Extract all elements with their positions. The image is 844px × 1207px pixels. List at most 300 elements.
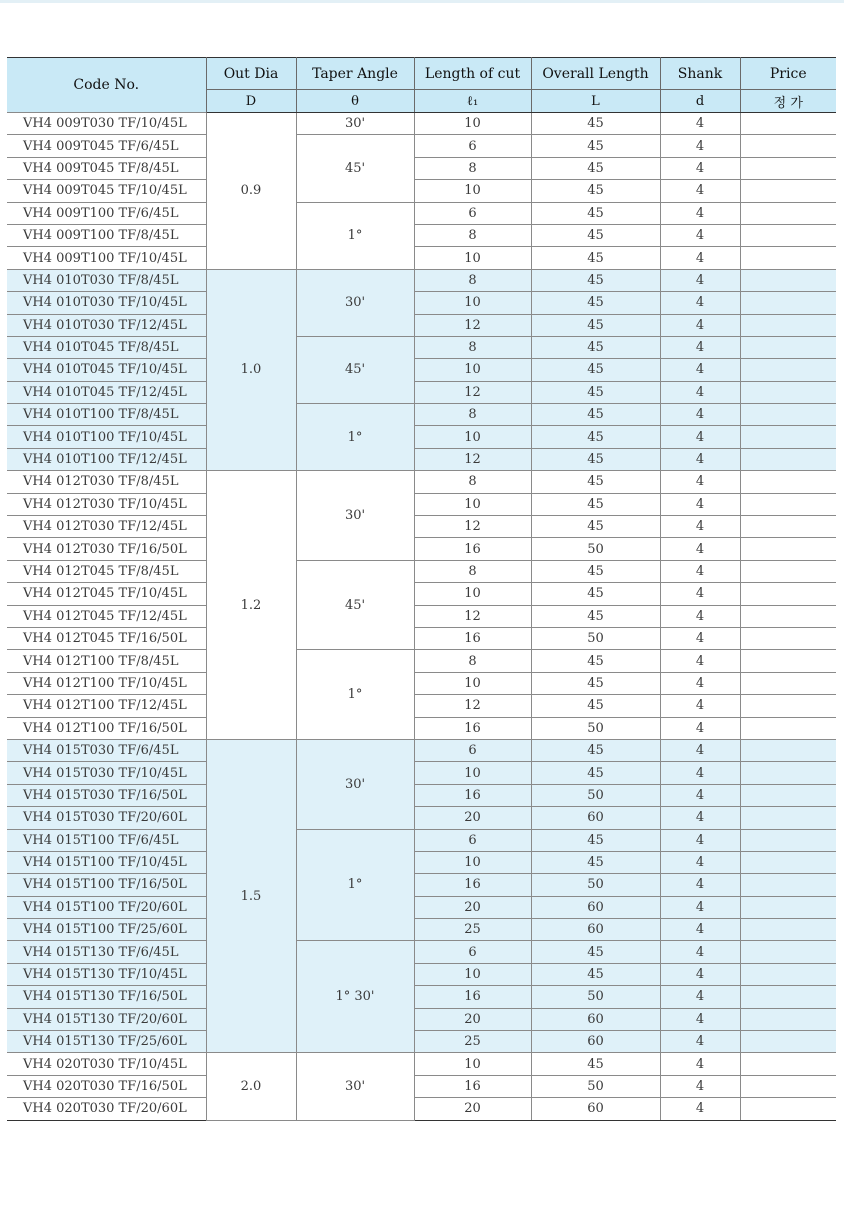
code-no-cell: VH4 015T130 TF/10/45L	[7, 963, 206, 985]
overall-length-cell: 45	[531, 605, 660, 627]
overall-length-cell: 50	[531, 538, 660, 560]
code-no-cell: VH4 012T045 TF/16/50L	[7, 627, 206, 649]
shank-cell: 4	[660, 202, 740, 224]
length-of-cut-cell: 8	[414, 560, 531, 582]
overall-length-cell: 45	[531, 695, 660, 717]
code-no-cell: VH4 015T030 TF/6/45L	[7, 739, 206, 761]
price-cell	[740, 963, 836, 985]
price-cell	[740, 784, 836, 806]
length-of-cut-cell: 8	[414, 224, 531, 246]
code-no-cell: VH4 009T100 TF/8/45L	[7, 224, 206, 246]
shank-cell: 4	[660, 874, 740, 896]
shank-cell: 4	[660, 493, 740, 515]
shank-cell: 4	[660, 807, 740, 829]
length-of-cut-cell: 10	[414, 292, 531, 314]
shank-cell: 4	[660, 919, 740, 941]
price-cell	[740, 113, 836, 135]
overall-length-cell: 50	[531, 717, 660, 739]
code-no-cell: VH4 020T030 TF/10/45L	[7, 1053, 206, 1075]
price-cell	[740, 583, 836, 605]
price-cell	[740, 538, 836, 560]
price-cell	[740, 359, 836, 381]
shank-cell: 4	[660, 941, 740, 963]
table-row	[7, 381, 836, 403]
taper-angle-cell: 1°	[296, 650, 414, 740]
table-row	[7, 404, 836, 426]
code-no-cell: VH4 012T100 TF/12/45L	[7, 695, 206, 717]
table-row	[7, 1098, 836, 1120]
price-cell	[740, 1053, 836, 1075]
length-of-cut-cell: 16	[414, 627, 531, 649]
code-no-cell: VH4 010T030 TF/8/45L	[7, 269, 206, 291]
code-no-cell: VH4 015T130 TF/25/60L	[7, 1031, 206, 1053]
out-dia-cell: 1.0	[206, 269, 296, 471]
length-of-cut-cell: 10	[414, 247, 531, 269]
price-cell	[740, 157, 836, 179]
code-no-cell: VH4 009T100 TF/6/45L	[7, 202, 206, 224]
code-no-cell: VH4 010T045 TF/10/45L	[7, 359, 206, 381]
shank-cell: 4	[660, 471, 740, 493]
price-cell	[740, 1008, 836, 1030]
table-row	[7, 202, 836, 224]
taper-angle-cell: 45'	[296, 135, 414, 202]
table-row	[7, 919, 836, 941]
table-header	[7, 58, 836, 113]
length-of-cut-cell: 8	[414, 650, 531, 672]
shank-cell: 4	[660, 157, 740, 179]
overall-length-cell: 60	[531, 1008, 660, 1030]
overall-length-cell: 45	[531, 269, 660, 291]
symbol-price: 정 가	[740, 90, 836, 113]
price-cell	[740, 1031, 836, 1053]
table-row	[7, 426, 836, 448]
code-no-cell: VH4 012T045 TF/8/45L	[7, 560, 206, 582]
price-cell	[740, 851, 836, 873]
shank-cell: 4	[660, 605, 740, 627]
table-row	[7, 851, 836, 873]
shank-cell: 4	[660, 538, 740, 560]
overall-length-cell: 50	[531, 874, 660, 896]
table-row	[7, 807, 836, 829]
out-dia-cell: 0.9	[206, 113, 296, 270]
shank-cell: 4	[660, 336, 740, 358]
shank-cell: 4	[660, 359, 740, 381]
length-of-cut-cell: 20	[414, 1008, 531, 1030]
shank-cell: 4	[660, 448, 740, 470]
length-of-cut-cell: 12	[414, 605, 531, 627]
taper-angle-cell: 1°	[296, 202, 414, 269]
overall-length-cell: 45	[531, 292, 660, 314]
shank-cell: 4	[660, 739, 740, 761]
overall-length-cell: 45	[531, 516, 660, 538]
overall-length-cell: 45	[531, 560, 660, 582]
code-no-cell: VH4 009T045 TF/6/45L	[7, 135, 206, 157]
price-cell	[740, 874, 836, 896]
out-dia-cell: 2.0	[206, 1053, 296, 1120]
overall-length-cell: 50	[531, 986, 660, 1008]
code-no-cell: VH4 012T045 TF/10/45L	[7, 583, 206, 605]
overall-length-cell: 60	[531, 1031, 660, 1053]
header-length-of-cut: Length of cut	[414, 58, 531, 90]
shank-cell: 4	[660, 851, 740, 873]
shank-cell: 4	[660, 963, 740, 985]
table-row	[7, 135, 836, 157]
price-cell	[740, 807, 836, 829]
length-of-cut-cell: 8	[414, 471, 531, 493]
code-no-cell: VH4 015T100 TF/6/45L	[7, 829, 206, 851]
length-of-cut-cell: 20	[414, 896, 531, 918]
code-no-cell: VH4 010T100 TF/10/45L	[7, 426, 206, 448]
overall-length-cell: 45	[531, 471, 660, 493]
overall-length-cell: 45	[531, 762, 660, 784]
overall-length-cell: 45	[531, 1053, 660, 1075]
code-no-cell: VH4 012T030 TF/16/50L	[7, 538, 206, 560]
table-row	[7, 292, 836, 314]
header-out-dia: Out Dia	[206, 58, 296, 90]
overall-length-cell: 45	[531, 180, 660, 202]
code-no-cell: VH4 020T030 TF/16/50L	[7, 1075, 206, 1097]
shank-cell: 4	[660, 784, 740, 806]
code-no-cell: VH4 012T100 TF/16/50L	[7, 717, 206, 739]
code-no-cell: VH4 015T100 TF/20/60L	[7, 896, 206, 918]
table-row	[7, 493, 836, 515]
overall-length-cell: 45	[531, 157, 660, 179]
price-cell	[740, 1098, 836, 1120]
price-cell	[740, 605, 836, 627]
shank-cell: 4	[660, 1075, 740, 1097]
shank-cell: 4	[660, 560, 740, 582]
code-no-cell: VH4 015T130 TF/6/45L	[7, 941, 206, 963]
table-row	[7, 1075, 836, 1097]
table-row	[7, 1008, 836, 1030]
table-row	[7, 963, 836, 985]
shank-cell: 4	[660, 627, 740, 649]
length-of-cut-cell: 12	[414, 448, 531, 470]
table-row	[7, 583, 836, 605]
shank-cell: 4	[660, 672, 740, 694]
top-accent-line	[0, 0, 844, 3]
code-no-cell: VH4 010T100 TF/8/45L	[7, 404, 206, 426]
taper-angle-cell: 30'	[296, 113, 414, 135]
length-of-cut-cell: 8	[414, 404, 531, 426]
price-cell	[740, 269, 836, 291]
overall-length-cell: 45	[531, 426, 660, 448]
code-no-cell: VH4 009T045 TF/8/45L	[7, 157, 206, 179]
table-row	[7, 941, 836, 963]
price-cell	[740, 202, 836, 224]
table-row	[7, 874, 836, 896]
table-row	[7, 224, 836, 246]
header-price: Price	[740, 58, 836, 90]
table-row	[7, 605, 836, 627]
code-no-cell: VH4 009T100 TF/10/45L	[7, 247, 206, 269]
length-of-cut-cell: 10	[414, 1053, 531, 1075]
table-row	[7, 269, 836, 291]
taper-angle-cell: 1°	[296, 829, 414, 941]
length-of-cut-cell: 10	[414, 583, 531, 605]
overall-length-cell: 45	[531, 224, 660, 246]
table-row	[7, 1031, 836, 1053]
overall-length-cell: 45	[531, 135, 660, 157]
price-cell	[740, 672, 836, 694]
shank-cell: 4	[660, 717, 740, 739]
table-row	[7, 113, 836, 135]
table-row	[7, 829, 836, 851]
price-cell	[740, 247, 836, 269]
table-row	[7, 627, 836, 649]
length-of-cut-cell: 16	[414, 717, 531, 739]
code-no-cell: VH4 010T045 TF/8/45L	[7, 336, 206, 358]
table-row	[7, 986, 836, 1008]
shank-cell: 4	[660, 426, 740, 448]
taper-angle-cell: 45'	[296, 336, 414, 403]
symbol-taper-angle: θ	[296, 90, 414, 113]
overall-length-cell: 45	[531, 583, 660, 605]
price-cell	[740, 404, 836, 426]
overall-length-cell: 45	[531, 672, 660, 694]
length-of-cut-cell: 20	[414, 1098, 531, 1120]
overall-length-cell: 45	[531, 851, 660, 873]
length-of-cut-cell: 12	[414, 516, 531, 538]
length-of-cut-cell: 10	[414, 113, 531, 135]
overall-length-cell: 45	[531, 247, 660, 269]
table-row	[7, 896, 836, 918]
shank-cell: 4	[660, 292, 740, 314]
length-of-cut-cell: 25	[414, 1031, 531, 1053]
length-of-cut-cell: 10	[414, 672, 531, 694]
overall-length-cell: 45	[531, 963, 660, 985]
overall-length-cell: 45	[531, 404, 660, 426]
header-shank: Shank	[660, 58, 740, 90]
taper-angle-cell: 30'	[296, 269, 414, 336]
overall-length-cell: 50	[531, 627, 660, 649]
table-row	[7, 695, 836, 717]
header-taper-angle: Taper Angle	[296, 58, 414, 90]
length-of-cut-cell: 8	[414, 157, 531, 179]
shank-cell: 4	[660, 829, 740, 851]
out-dia-cell: 1.5	[206, 739, 296, 1052]
table-row	[7, 650, 836, 672]
table-row	[7, 180, 836, 202]
table-row	[7, 560, 836, 582]
price-cell	[740, 493, 836, 515]
length-of-cut-cell: 10	[414, 426, 531, 448]
price-cell	[740, 762, 836, 784]
table-body	[7, 113, 836, 1121]
table-row	[7, 157, 836, 179]
product-table-container	[7, 57, 836, 1121]
price-cell	[740, 695, 836, 717]
length-of-cut-cell: 16	[414, 538, 531, 560]
overall-length-cell: 45	[531, 359, 660, 381]
length-of-cut-cell: 6	[414, 941, 531, 963]
header-overall-length: Overall Length	[531, 58, 660, 90]
taper-angle-cell: 30'	[296, 739, 414, 829]
shank-cell: 4	[660, 762, 740, 784]
length-of-cut-cell: 12	[414, 381, 531, 403]
code-no-cell: VH4 015T130 TF/20/60L	[7, 1008, 206, 1030]
overall-length-cell: 45	[531, 381, 660, 403]
table-row	[7, 314, 836, 336]
shank-cell: 4	[660, 135, 740, 157]
length-of-cut-cell: 10	[414, 493, 531, 515]
code-no-cell: VH4 009T045 TF/10/45L	[7, 180, 206, 202]
header-code-no: Code No.	[7, 58, 206, 113]
shank-cell: 4	[660, 247, 740, 269]
price-cell	[740, 381, 836, 403]
price-cell	[740, 224, 836, 246]
table-row	[7, 538, 836, 560]
price-cell	[740, 560, 836, 582]
table-row	[7, 762, 836, 784]
shank-cell: 4	[660, 404, 740, 426]
code-no-cell: VH4 012T100 TF/10/45L	[7, 672, 206, 694]
code-no-cell: VH4 015T100 TF/16/50L	[7, 874, 206, 896]
overall-length-cell: 50	[531, 1075, 660, 1097]
code-no-cell: VH4 020T030 TF/20/60L	[7, 1098, 206, 1120]
shank-cell: 4	[660, 224, 740, 246]
code-no-cell: VH4 015T030 TF/16/50L	[7, 784, 206, 806]
price-cell	[740, 180, 836, 202]
shank-cell: 4	[660, 896, 740, 918]
table-row	[7, 717, 836, 739]
table-row	[7, 672, 836, 694]
price-cell	[740, 448, 836, 470]
overall-length-cell: 45	[531, 829, 660, 851]
length-of-cut-cell: 6	[414, 135, 531, 157]
shank-cell: 4	[660, 583, 740, 605]
shank-cell: 4	[660, 650, 740, 672]
overall-length-cell: 45	[531, 314, 660, 336]
overall-length-cell: 45	[531, 650, 660, 672]
price-cell	[740, 135, 836, 157]
length-of-cut-cell: 8	[414, 336, 531, 358]
length-of-cut-cell: 20	[414, 807, 531, 829]
length-of-cut-cell: 12	[414, 695, 531, 717]
taper-angle-cell: 1°	[296, 404, 414, 471]
overall-length-cell: 45	[531, 113, 660, 135]
symbol-length-of-cut: ℓ₁	[414, 90, 531, 113]
taper-angle-cell: 30'	[296, 1053, 414, 1120]
price-cell	[740, 986, 836, 1008]
length-of-cut-cell: 10	[414, 180, 531, 202]
length-of-cut-cell: 10	[414, 963, 531, 985]
shank-cell: 4	[660, 1031, 740, 1053]
overall-length-cell: 50	[531, 784, 660, 806]
overall-length-cell: 60	[531, 807, 660, 829]
symbol-out-dia: D	[206, 90, 296, 113]
table-row	[7, 359, 836, 381]
table-row	[7, 247, 836, 269]
price-cell	[740, 717, 836, 739]
code-no-cell: VH4 010T100 TF/12/45L	[7, 448, 206, 470]
table-row	[7, 784, 836, 806]
price-cell	[740, 516, 836, 538]
length-of-cut-cell: 16	[414, 784, 531, 806]
price-cell	[740, 314, 836, 336]
code-no-cell: VH4 015T100 TF/10/45L	[7, 851, 206, 873]
table-row	[7, 448, 836, 470]
length-of-cut-cell: 10	[414, 851, 531, 873]
table-row	[7, 739, 836, 761]
out-dia-cell: 1.2	[206, 471, 296, 740]
price-cell	[740, 627, 836, 649]
length-of-cut-cell: 16	[414, 1075, 531, 1097]
overall-length-cell: 45	[531, 739, 660, 761]
taper-angle-cell: 45'	[296, 560, 414, 650]
code-no-cell: VH4 015T130 TF/16/50L	[7, 986, 206, 1008]
code-no-cell: VH4 010T045 TF/12/45L	[7, 381, 206, 403]
price-cell	[740, 919, 836, 941]
overall-length-cell: 60	[531, 896, 660, 918]
price-cell	[740, 471, 836, 493]
symbol-overall-length: L	[531, 90, 660, 113]
length-of-cut-cell: 6	[414, 739, 531, 761]
price-cell	[740, 829, 836, 851]
shank-cell: 4	[660, 695, 740, 717]
shank-cell: 4	[660, 314, 740, 336]
length-of-cut-cell: 16	[414, 986, 531, 1008]
code-no-cell: VH4 009T030 TF/10/45L	[7, 113, 206, 135]
shank-cell: 4	[660, 1053, 740, 1075]
code-no-cell: VH4 015T030 TF/20/60L	[7, 807, 206, 829]
length-of-cut-cell: 6	[414, 829, 531, 851]
length-of-cut-cell: 16	[414, 874, 531, 896]
length-of-cut-cell: 12	[414, 314, 531, 336]
price-cell	[740, 292, 836, 314]
code-no-cell: VH4 012T100 TF/8/45L	[7, 650, 206, 672]
shank-cell: 4	[660, 1098, 740, 1120]
code-no-cell: VH4 012T030 TF/8/45L	[7, 471, 206, 493]
length-of-cut-cell: 6	[414, 202, 531, 224]
shank-cell: 4	[660, 1008, 740, 1030]
overall-length-cell: 45	[531, 202, 660, 224]
overall-length-cell: 45	[531, 941, 660, 963]
price-cell	[740, 739, 836, 761]
code-no-cell: VH4 012T030 TF/10/45L	[7, 493, 206, 515]
price-cell	[740, 650, 836, 672]
code-no-cell: VH4 015T030 TF/10/45L	[7, 762, 206, 784]
table-row	[7, 471, 836, 493]
table-row	[7, 1053, 836, 1075]
price-cell	[740, 1075, 836, 1097]
table-row	[7, 516, 836, 538]
price-cell	[740, 336, 836, 358]
shank-cell: 4	[660, 180, 740, 202]
code-no-cell: VH4 015T100 TF/25/60L	[7, 919, 206, 941]
product-spec-table	[7, 57, 836, 1121]
overall-length-cell: 60	[531, 1098, 660, 1120]
overall-length-cell: 45	[531, 336, 660, 358]
taper-angle-cell: 30'	[296, 471, 414, 561]
shank-cell: 4	[660, 113, 740, 135]
overall-length-cell: 60	[531, 919, 660, 941]
shank-cell: 4	[660, 986, 740, 1008]
length-of-cut-cell: 25	[414, 919, 531, 941]
table-row	[7, 336, 836, 358]
code-no-cell: VH4 012T030 TF/12/45L	[7, 516, 206, 538]
shank-cell: 4	[660, 269, 740, 291]
length-of-cut-cell: 10	[414, 762, 531, 784]
code-no-cell: VH4 010T030 TF/12/45L	[7, 314, 206, 336]
price-cell	[740, 426, 836, 448]
shank-cell: 4	[660, 381, 740, 403]
length-of-cut-cell: 8	[414, 269, 531, 291]
code-no-cell: VH4 012T045 TF/12/45L	[7, 605, 206, 627]
symbol-shank: d	[660, 90, 740, 113]
length-of-cut-cell: 10	[414, 359, 531, 381]
shank-cell: 4	[660, 516, 740, 538]
